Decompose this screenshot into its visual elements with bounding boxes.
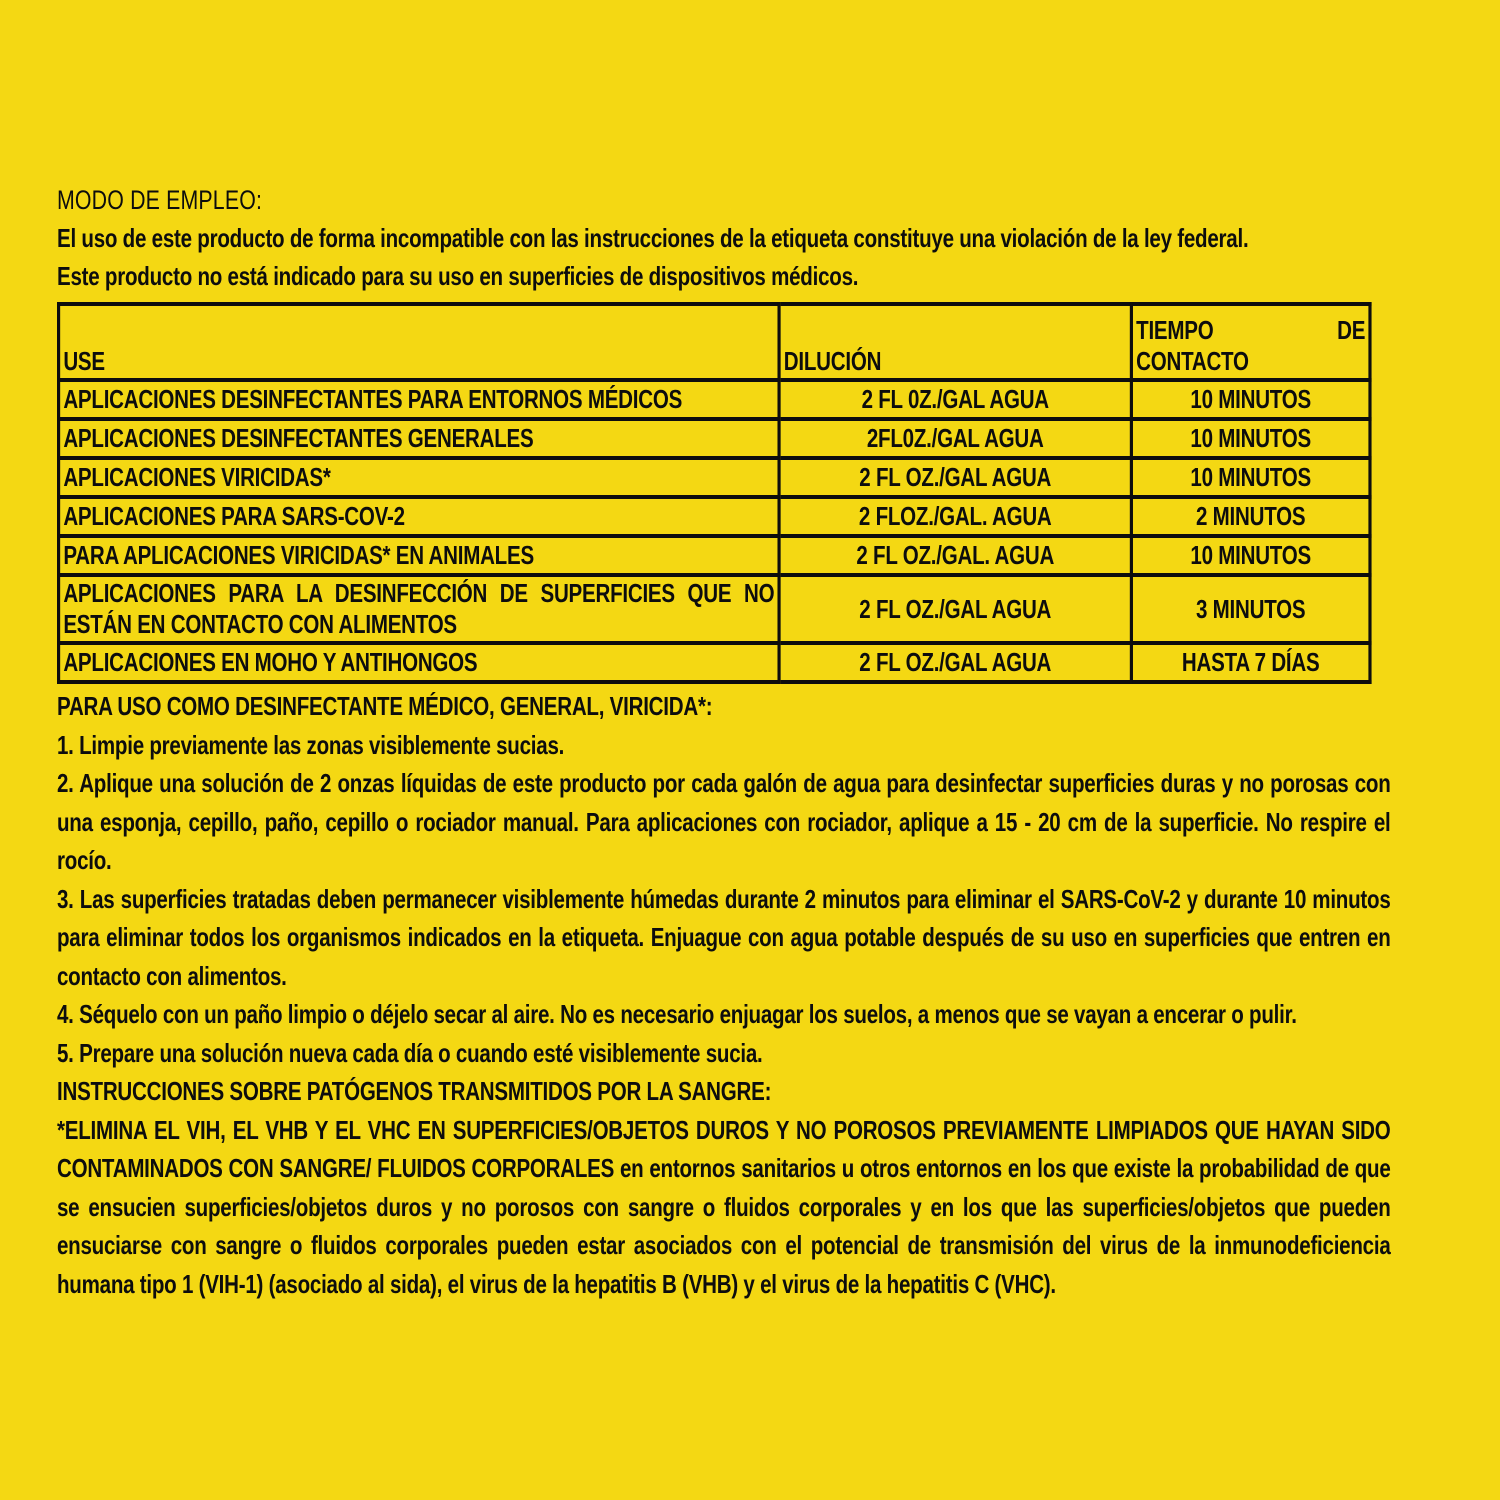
instruction-step-5: 5. Prepare una solución nueva cada día o cuando esté visiblemente sucia.	[57, 1037, 763, 1068]
column-header-use: USE	[59, 304, 779, 380]
section-title-bloodborne-pathogens: INSTRUCCIONES SOBRE PATÓGENOS TRANSMITIDOS POR LA SANGRE:	[57, 1076, 772, 1106]
usage-dilution-table	[57, 302, 1372, 684]
dilution-cell: 2 FL OZ./GAL AGUA	[779, 643, 1131, 682]
use-cell: APLICACIONES EN MOHO Y ANTIHONGOS	[59, 643, 779, 682]
table-row	[59, 380, 1370, 419]
use-cell: APLICACIONES PARA SARS-COV-2	[59, 497, 779, 536]
contact-time-cell: 3 MINUTOS	[1131, 575, 1370, 643]
use-cell: APLICACIONES VIRICIDAS*	[59, 458, 779, 497]
contact-time-cell: 10 MINUTOS	[1131, 458, 1370, 497]
contact-time-cell: 2 MINUTOS	[1131, 497, 1370, 536]
dilution-cell: 2 FL OZ./GAL AGUA	[779, 458, 1131, 497]
use-cell: APLICACIONES PARA LA DESINFECCIÓN DE SUPERFICIES QUE NO ESTÁN EN CONTACTO CON ALIMENTOS	[59, 575, 779, 643]
dilution-cell: 2 FLOZ./GAL. AGUA	[779, 497, 1131, 536]
table-row	[59, 643, 1370, 682]
dilution-cell: 2 FL OZ./GAL. AGUA	[779, 536, 1131, 575]
intro-medical-devices-line: Este producto no está indicado para su uso en superficies de dispositivos médicos.	[57, 261, 859, 291]
table-row	[59, 536, 1370, 575]
instruction-step-4: 4. Séquelo con un paño limpio o déjelo secar al aire. No es necesario enjuagar los suelos, a menos que se vayan a encerar o pulir.	[57, 999, 1297, 1029]
column-header-contact-time	[1131, 304, 1370, 380]
use-cell: APLICACIONES DESINFECTANTES PARA ENTORNOS MÉDICOS	[59, 380, 779, 419]
contact-time-cell: HASTA 7 DÍAS	[1131, 643, 1370, 682]
instruction-step-1: 1. Limpie previamente las zonas visiblemente sucias.	[57, 729, 565, 760]
instruction-step-2: 2. Aplique una solución de 2 onzas líquidas de este producto por cada galón de agua para desinfectar superficies duras y no porosas con una esponja, cepillo, paño, cepillo o rociador manual. Para aplicaciones con rociador, aplique a 15 - 20 cm de la superficie. No respire el rocío.	[57, 768, 1391, 875]
table-row	[59, 497, 1370, 536]
contact-time-header-line1: TIEMPO DE	[1136, 315, 1366, 345]
table-header-row	[59, 304, 1370, 380]
bloodborne-pathogens-paragraph	[57, 1111, 1391, 1304]
section-title-disinfectant-use: PARA USO COMO DESINFECTANTE MÉDICO, GENERAL, VIRICIDA*:	[57, 691, 713, 721]
column-header-dilution: DILUCIÓN	[779, 304, 1131, 380]
table-row	[59, 419, 1370, 458]
use-cell: APLICACIONES DESINFECTANTES GENERALES	[59, 419, 779, 458]
instruction-step-3: 3. Las superficies tratadas deben permanecer visiblemente húmedas durante 2 minutos para eliminar el SARS-CoV-2 y durante 10 minutos para eliminar todos los organismos indicados en la etiqueta. Enjuague con agua potable después de su uso en superficies que entren en contacto con alimentos.	[57, 883, 1391, 991]
label-content	[57, 182, 1394, 1303]
section-title-modo-de-empleo: MODO DE EMPLEO:	[57, 185, 263, 215]
contact-time-cell: 10 MINUTOS	[1131, 380, 1370, 419]
contact-time-cell: 10 MINUTOS	[1131, 419, 1370, 458]
dilution-cell: 2FL0Z./GAL AGUA	[779, 419, 1131, 458]
table-row	[59, 458, 1370, 497]
table-row	[59, 575, 1370, 643]
use-cell: PARA APLICACIONES VIRICIDAS* EN ANIMALES	[59, 536, 779, 575]
intro-federal-law-line: El uso de este producto de forma incompatible con las instrucciones de la etiqueta constituye una violación de la ley federal.	[57, 223, 1249, 253]
contact-time-cell: 10 MINUTOS	[1131, 536, 1370, 575]
pathogens-claim-caps: *ELIMINA EL VIH, EL VHB Y EL VHC EN SUPERFICIES/OBJETOS DUROS Y NO POROSOS PREVIAMENTE LIMPIADOS QUE HAYAN SIDO CONTAMINADOS CON SANGRE/ FLUIDOS CORPORALES	[57, 1114, 1391, 1183]
pathogens-claim-detail: en entornos sanitarios u otros entornos en los que existe la probabilidad de que se ensucien superficies/objetos duros y no porosos con sangre o fluidos corporales y en los que las superficies/objetos que pueden ensuciarse con sangre o fluidos corporales pueden estar asociados con el potencial de transmisión del virus de la inmunodeficiencia humana tipo 1 (VIH-1) (asociado al sida), el virus de la hepatitis B (VHB) y el virus de la hepatitis C (VHC).	[57, 1153, 1391, 1299]
dilution-cell: 2 FL OZ./GAL AGUA	[779, 575, 1131, 643]
contact-time-header-line2: CONTACTO	[1136, 346, 1249, 376]
dilution-cell: 2 FL 0Z./GAL AGUA	[779, 380, 1131, 419]
